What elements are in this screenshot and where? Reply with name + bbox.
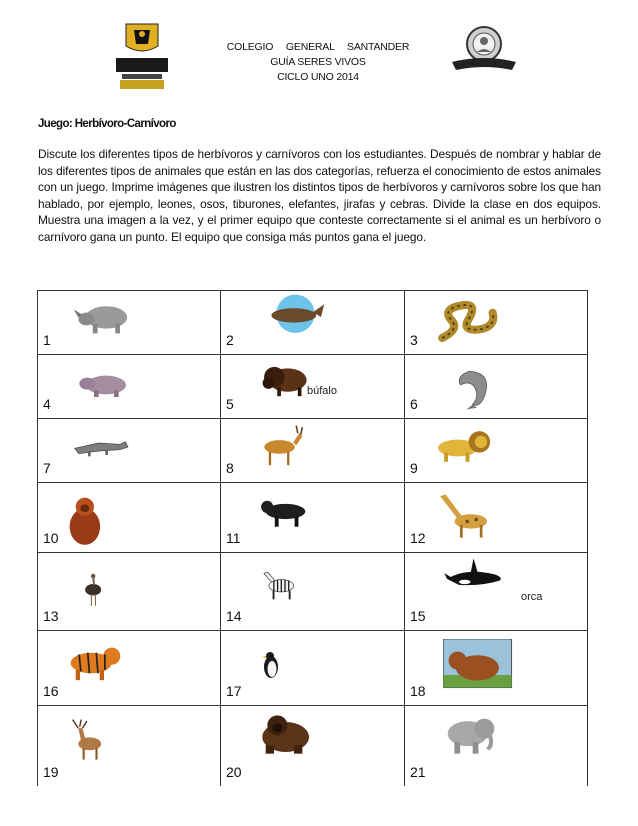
- animal-number: 11: [226, 530, 241, 546]
- animal-card-9: [405, 419, 588, 483]
- animal-card-1: [38, 291, 221, 355]
- animal-card-21: [405, 706, 588, 786]
- dolphin-icon: [439, 361, 503, 415]
- animal-card-13: [38, 553, 221, 631]
- animal-number: 21: [410, 764, 426, 780]
- elephant-icon: [433, 712, 509, 762]
- animal-card-11: [221, 483, 405, 553]
- deer-icon: [64, 712, 124, 770]
- animal-number: 4: [43, 396, 51, 412]
- animal-card-15: [405, 553, 588, 631]
- animal-card-6: [405, 355, 588, 419]
- school-name: COLEGIO GENERAL SANTANDER: [226, 41, 410, 53]
- animal-card-14: [221, 553, 405, 631]
- snake-icon: [433, 293, 509, 347]
- animal-card-4: [38, 355, 221, 419]
- animal-number: 19: [43, 764, 59, 780]
- animal-number: 6: [410, 396, 418, 412]
- animal-card-7: [38, 419, 221, 483]
- animal-number: 10: [43, 530, 59, 546]
- cycle-label: CICLO UNO 2014: [277, 71, 359, 83]
- animal-card-8: [221, 419, 405, 483]
- animal-number: 13: [43, 608, 59, 624]
- lion-icon: [423, 425, 499, 471]
- animal-number: 7: [43, 460, 51, 476]
- animal-card-5: [221, 355, 405, 419]
- gorilla-icon: [247, 712, 331, 762]
- animal-card-10: [38, 483, 221, 553]
- animal-card-17: [221, 631, 405, 706]
- animal-number: 2: [226, 332, 234, 348]
- orca-icon: [431, 557, 519, 601]
- ostrich-icon: [76, 561, 124, 623]
- penguin-icon: [259, 637, 301, 695]
- guide-title: GUÍA SERES VIVOS: [270, 56, 366, 68]
- antelope-icon: [249, 423, 313, 477]
- buffalo-icon: [257, 361, 321, 405]
- animal-card-18: [405, 631, 588, 706]
- panther-icon: [255, 489, 319, 537]
- animal-number: 14: [226, 608, 242, 624]
- animal-number: 9: [410, 460, 418, 476]
- animal-number: 5: [226, 396, 234, 412]
- animal-card-2: [221, 291, 405, 355]
- game-instructions: Discute los diferentes tipos de herbívoros y carnívoros con los estudiantes. Después de nombrar y hablar de los diferentes tipos de animales que están en las dos categorías, refuerza el conocimiento de estos animales con un juego. Imprime imágenes que ilustren los distintos tipos de herbívoros y carnívoros sobre los que han hablado, por ejemplo, leones, osos, tiburones, elefantes, jirafas y cebras. Divide la clase en dos equipos. Muestra una imagen a la vez, y el primer equipo que conteste correctamente si el animal es un herbívoro o carnívoro gana un punto. El equipo que consiga más puntos gana el juego.: [38, 147, 601, 244]
- rhino-icon: [62, 295, 146, 343]
- animal-number: 16: [43, 683, 59, 699]
- animal-card-12: [405, 483, 588, 553]
- school-seal-logo: [448, 24, 520, 74]
- animal-number: 20: [226, 764, 242, 780]
- animal-number: 3: [410, 332, 418, 348]
- hippo-icon: [64, 365, 148, 405]
- animal-number: 1: [43, 332, 51, 348]
- whale-icon: [255, 293, 339, 341]
- giraffe-icon: [431, 489, 507, 543]
- animal-card-19: [38, 706, 221, 786]
- animal-grid: [37, 290, 588, 786]
- bear-icon: [443, 639, 519, 693]
- animal-name-label: orca: [521, 591, 543, 603]
- animal-number: 17: [226, 683, 242, 699]
- animal-number: 12: [410, 530, 426, 546]
- tiger-icon: [62, 637, 134, 689]
- zebra-icon: [259, 559, 311, 615]
- animal-number: 8: [226, 460, 234, 476]
- animal-card-3: [405, 291, 588, 355]
- animal-card-16: [38, 631, 221, 706]
- animal-card-20: [221, 706, 405, 786]
- crocodile-icon: [56, 427, 144, 467]
- animal-name-label: búfalo: [307, 385, 337, 397]
- page-header: [0, 0, 638, 90]
- animal-number: 15: [410, 608, 426, 624]
- animal-number: 18: [410, 683, 426, 699]
- bogota-crest-logo: [112, 22, 172, 90]
- orangutan-icon: [62, 487, 126, 551]
- school-heading: [208, 40, 428, 85]
- game-title: Juego: Herbívoro-Carnívoro: [38, 118, 176, 130]
